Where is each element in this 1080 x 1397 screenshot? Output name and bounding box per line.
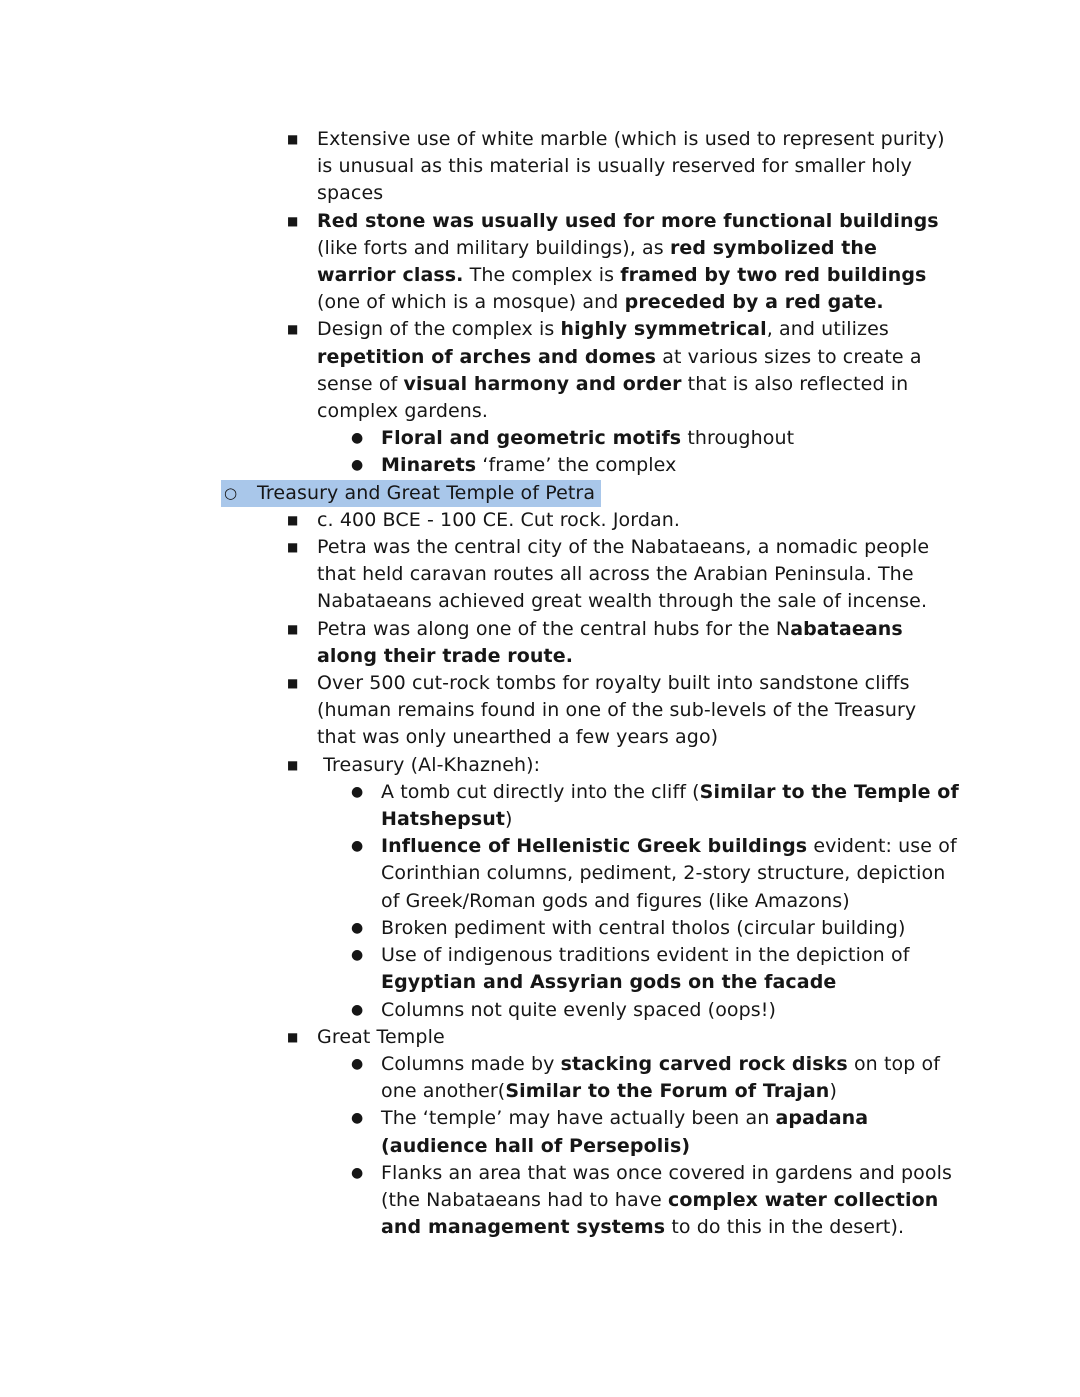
list-item (0, 779, 966, 833)
list-item-text (381, 781, 966, 830)
square-bullet-icon: ■ (287, 213, 299, 228)
list-item (0, 915, 960, 942)
text-run: Great Temple (317, 1025, 445, 1048)
list-item-text (317, 1026, 445, 1048)
text-run: to do this in the desert). (665, 1216, 905, 1239)
list-item-text (317, 509, 680, 531)
text-run: Columns not quite evenly spaced (oops!) (381, 998, 777, 1021)
list-item-text (317, 618, 910, 667)
disc-bullet-icon: ● (351, 1110, 364, 1127)
square-bullet-icon: ■ (287, 132, 299, 146)
circle-bullet-icon: ○ (224, 483, 238, 502)
square-bullet-icon: ■ (287, 757, 299, 772)
text-run: The ‘temple’ may have actually been an (381, 1107, 776, 1130)
highlighted-list-item (221, 480, 601, 507)
disc-bullet-icon: ● (351, 457, 364, 474)
square-bullet-icon: ■ (287, 1029, 299, 1044)
list-item (0, 1105, 960, 1159)
bold-text-run: (audience hall of Persepolis) (381, 1134, 691, 1157)
bold-text-run: stacking carved rock disks (560, 1052, 848, 1075)
bold-text-run: Floral and geometric motifs (381, 427, 682, 450)
bold-text-run: red symbolized the warrior class. (317, 236, 884, 287)
disc-bullet-icon: ● (351, 783, 364, 800)
list-item (0, 752, 960, 779)
text-run: ) (829, 1080, 837, 1103)
list-item (0, 616, 960, 670)
bold-text-run: Minarets (381, 454, 477, 477)
square-bullet-icon: ■ (287, 322, 299, 337)
list-item-text (257, 482, 595, 504)
list-item-text (317, 318, 928, 422)
list-item-text (381, 427, 794, 449)
bold-text-run: complex water collection and management systems (381, 1188, 946, 1239)
text-run: (like forts and military buildings), as (317, 209, 945, 259)
text-run: ) (505, 808, 513, 831)
list-item (0, 1051, 960, 1105)
list-item-text (381, 1107, 874, 1156)
square-bullet-icon: ■ (287, 512, 299, 527)
text-run: Columns made by (381, 1052, 561, 1075)
list-item-text (381, 917, 905, 939)
text-run: that is also reflected in complex gardens. (317, 372, 915, 423)
text-run: Broken pediment with central tholos (circular building) (381, 916, 906, 939)
bold-text-run: Similar to the Forum of Trajan (505, 1080, 830, 1103)
bold-text-run: abataeans along their trade route. (317, 617, 910, 667)
text-run: on top of one another( (381, 1052, 947, 1103)
list-item (0, 670, 960, 752)
list-item-text (381, 835, 963, 911)
text-run: Petra was along one of the central hubs for the N (317, 617, 791, 640)
text-run: Treasury (Al-Khazneh): (317, 753, 541, 776)
list-item (0, 126, 960, 208)
list-item-text (317, 672, 922, 748)
text-run: , and utilizes (766, 318, 896, 341)
text-run: Over 500 cut-rock tombs for royalty built into sandstone cliffs (human remains found in one of the sub-levels of the Treasury that was only unearthed a few years ago) (317, 672, 923, 749)
text-run: (one of which is a mosque) and (317, 264, 933, 314)
disc-bullet-icon: ● (351, 430, 364, 447)
bold-text-run: visual harmony and order (403, 372, 682, 395)
list-item-text (317, 536, 935, 612)
list-item (0, 1160, 960, 1242)
disc-bullet-icon: ● (351, 1001, 364, 1018)
list-item-text (317, 128, 951, 204)
list-item (0, 942, 960, 996)
disc-bullet-icon: ● (351, 1055, 364, 1072)
bold-text-run: Similar to the Temple of Hatshepsut (381, 780, 966, 831)
bold-text-run: Egyptian and Assyrian gods on the facade (381, 971, 837, 994)
text-run: Petra was the central city of the Nabataeans, a nomadic people that held caravan routes all across the Arabian Peninsula. The Nabataeans achieved great wealth through the sale of incense. (317, 536, 936, 613)
disc-bullet-icon: ● (351, 947, 364, 964)
disc-bullet-icon: ● (351, 919, 364, 936)
disc-bullet-icon: ● (351, 1164, 364, 1181)
list-item (0, 1024, 960, 1051)
list-item (0, 534, 960, 616)
square-bullet-icon: ■ (287, 540, 299, 555)
list-item (0, 997, 960, 1024)
text-run: ‘frame’ the complex (476, 454, 677, 477)
text-run: Extensive use of white marble (which is used to represent purity) is unusual as this material is usually reserved for smaller holy spaces (317, 128, 951, 205)
list-item-text (381, 1053, 946, 1102)
list-item-text (381, 454, 676, 476)
list-item-text (317, 210, 945, 314)
square-bullet-icon: ■ (287, 676, 299, 691)
text-run: c. 400 BCE - 100 CE. Cut rock. Jordan. (317, 508, 681, 531)
list-item (0, 833, 963, 915)
text-run: Design of the complex is (317, 318, 561, 341)
text-run: evident: use of Corinthian columns, pediment, 2-story structure, depiction of Greek/Roman gods and figures (like Amazons) (381, 835, 963, 912)
text-run: throughout (681, 427, 795, 450)
text-run: A tomb cut directly into the cliff ( (381, 780, 700, 803)
bold-text-run: Red stone was usually used for more functional buildings (317, 209, 939, 232)
bold-text-run: repetition of arches and domes (317, 345, 657, 368)
square-bullet-icon: ■ (287, 621, 299, 636)
list-item-text (381, 1162, 958, 1238)
list-item (0, 208, 960, 317)
text-run (868, 1107, 874, 1129)
text-run: Use of indigenous traditions evident in the depiction of (381, 944, 916, 967)
list-item (0, 425, 960, 452)
text-run: Flanks an area that was once covered in gardens and pools (the Nabataeans had to have (381, 1161, 959, 1211)
list-item-text (381, 999, 776, 1021)
list-item (0, 507, 960, 534)
text-run: The complex is (463, 264, 621, 287)
bold-text-run: apadana (775, 1107, 869, 1130)
bold-text-run: highly symmetrical (560, 318, 767, 341)
list-item (0, 452, 960, 479)
bold-text-run: framed by two red buildings (620, 264, 927, 287)
list-item-text (381, 944, 916, 993)
list-item-text (317, 754, 540, 776)
list-item (0, 316, 960, 425)
text-run: at various sizes to create a sense of (317, 345, 928, 395)
text-run: Treasury and Great Temple of Petra (257, 481, 596, 504)
bold-text-run: preceded by a red gate. (624, 291, 884, 314)
disc-bullet-icon: ● (351, 838, 364, 855)
bold-text-run: Influence of Hellenistic Greek buildings (381, 835, 808, 858)
